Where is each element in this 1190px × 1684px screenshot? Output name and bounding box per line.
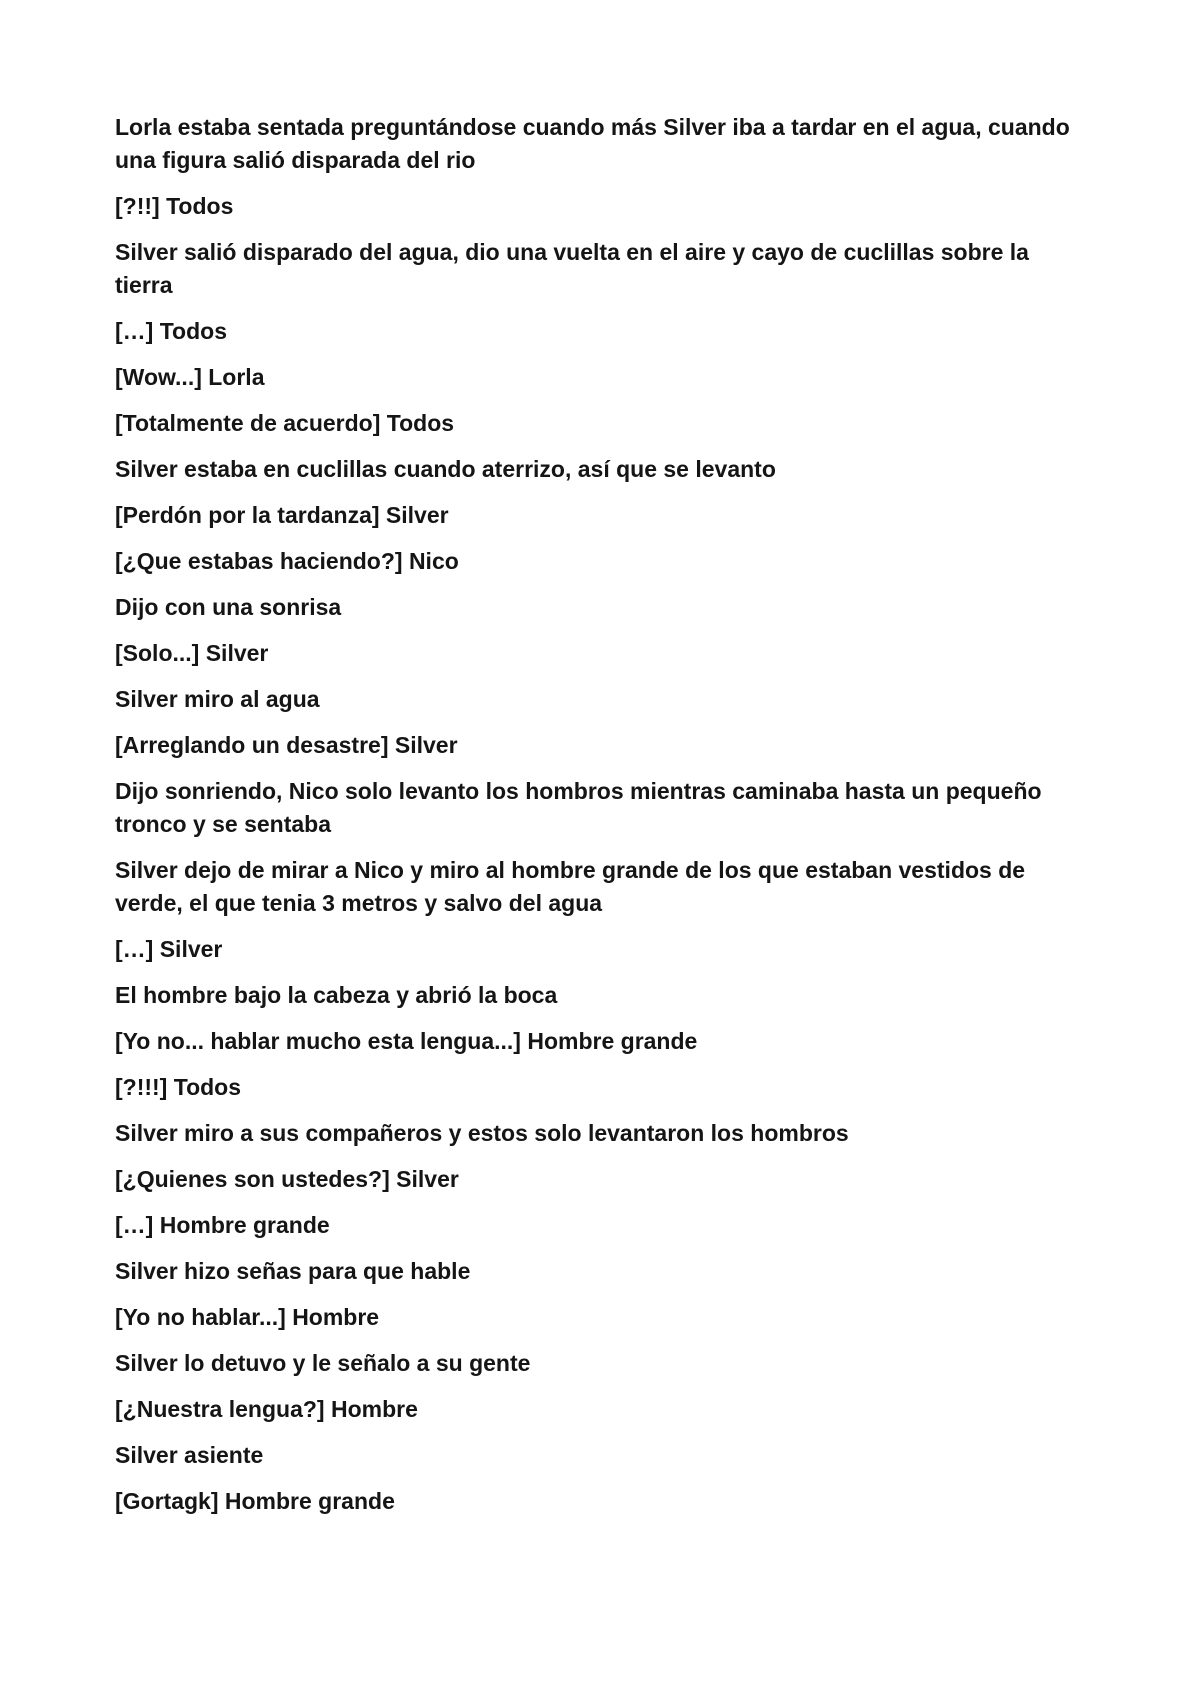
paragraph: [Wow...] Lorla [115,364,265,390]
paragraph: Silver dejo de mirar a Nico y miro al hombre grande de los que estaban vestidos de verde, el que tenia 3 metros y salvo del agua [115,857,1026,916]
paragraph: Dijo sonriendo, Nico solo levanto los hombros mientras caminaba hasta un pequeño tronco y se sentaba [115,778,1042,837]
paragraph: Silver hizo señas para que hable [115,1258,471,1284]
paragraph: El hombre bajo la cabeza y abrió la boca [115,982,558,1008]
paragraph: [¿Que estabas haciendo?] Nico [115,548,459,574]
paragraph: [¿Quienes son ustedes?] Silver [115,1166,459,1192]
paragraph: [?!!] Todos [115,193,234,219]
paragraph: [?!!!] Todos [115,1074,242,1100]
paragraph: [Perdón por la tardanza] Silver [115,502,449,528]
paragraph: […] Todos [115,318,227,344]
paragraph: [Solo...] Silver [115,640,269,666]
paragraph: Silver miro a sus compañeros y estos solo levantaron los hombros [115,1120,849,1146]
paragraph: [Arreglando un desastre] Silver [115,732,458,758]
paragraph: […] Silver [115,936,223,962]
paragraph: [Totalmente de acuerdo] Todos [115,410,455,436]
paragraph: Dijo con una sonrisa [115,594,342,620]
paragraph: Silver salió disparado del agua, dio una vuelta en el aire y cayo de cuclillas sobre la tierra [115,239,1029,298]
paragraph: Silver lo detuvo y le señalo a su gente [115,1350,531,1376]
document-body [115,111,1090,1531]
paragraph: Silver estaba en cuclillas cuando aterrizo, así que se levanto [115,456,776,482]
paragraph: [Gortagk] Hombre grande [115,1488,395,1514]
paragraph: Silver miro al agua [115,686,320,712]
paragraph: [¿Nuestra lengua?] Hombre [115,1396,418,1422]
paragraph: Silver asiente [115,1442,264,1468]
paragraph: [Yo no... hablar mucho esta lengua...] Hombre grande [115,1028,698,1054]
paragraph: [Yo no hablar...] Hombre [115,1304,380,1330]
paragraph: Lorla estaba sentada preguntándose cuando más Silver iba a tardar en el agua, cuando una figura salió disparada del rio [115,114,1070,173]
paragraph: […] Hombre grande [115,1212,330,1238]
